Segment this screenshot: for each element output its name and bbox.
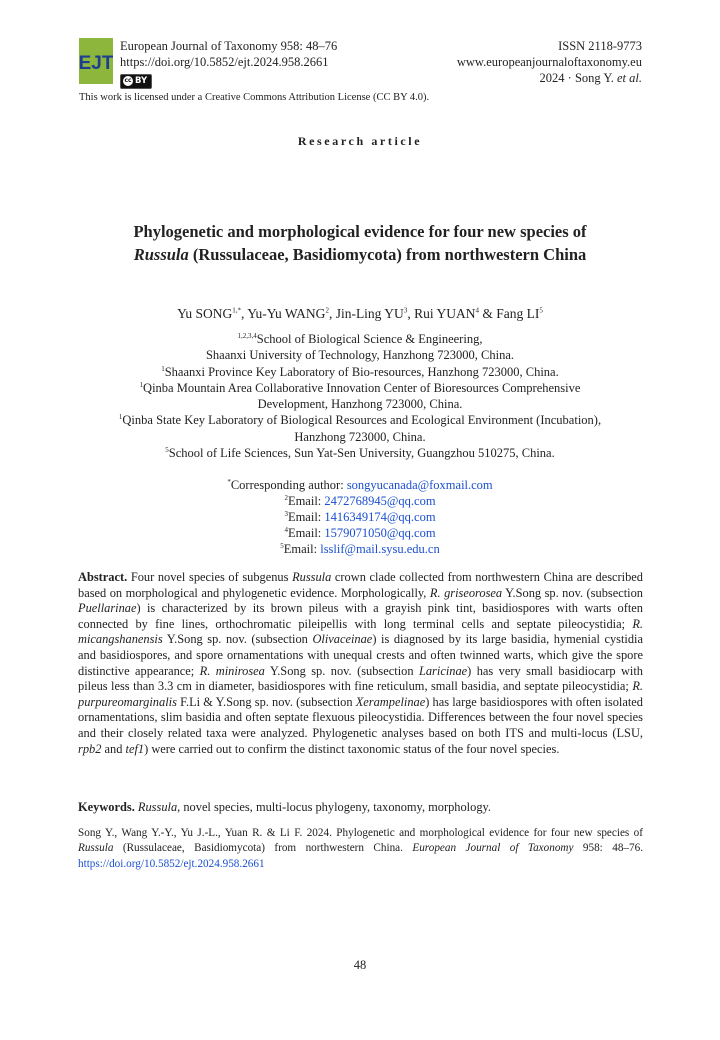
italic-term: Xerampelinae (355, 694, 426, 709)
email-link[interactable]: 1579071050@qq.com (324, 526, 436, 540)
author-sup: 4 (475, 306, 479, 315)
author-name: Yu-Yu WANG (247, 306, 326, 321)
cc-icon: cc (124, 77, 132, 84)
title-line-2: Russula (Russulaceae, Basidiomycota) from northwestern China (133, 245, 587, 264)
keywords-heading: Keywords. (78, 800, 135, 814)
italic-term: Laricinae (418, 663, 468, 678)
journal-citation: European Journal of Taxonomy 958: 48–76 (120, 39, 338, 53)
affiliation-sup: 1 (118, 413, 123, 422)
email-line: $^2$Email: 2472768945@qq.com (284, 493, 436, 508)
italic-term: rpb2 (78, 741, 102, 756)
abstract (78, 570, 643, 757)
affiliation-sup: 5 (165, 445, 169, 454)
italic-term: Russula (78, 842, 114, 855)
page-number: 48 (353, 958, 367, 972)
journal-logo (79, 38, 113, 84)
author-name: Jin-Ling YU (335, 306, 404, 321)
italic-term: Russula (137, 800, 178, 814)
email-link[interactable]: 1416349174@qq.com (324, 510, 436, 524)
author-sup: 2 (325, 306, 329, 315)
author-name: Rui YUAN (414, 306, 476, 321)
affiliations (70, 331, 650, 461)
license-notice: This work is licensed under a Creative Commons Attribution License (CC BY 4.0). (79, 92, 430, 103)
journal-website[interactable]: www.europeanjournaloftaxonomy.eu (456, 55, 642, 69)
keywords-body: Russula, novel species, multi-locus phylogeny, taxonomy, morphology. (137, 800, 492, 814)
citation-doi-link[interactable]: https://doi.org/10.5852/ejt.2024.958.2661 (78, 857, 265, 870)
affiliation-line: Shaanxi University of Technology, Hanzhong 723000, China. (205, 348, 515, 363)
title-line-1: Phylogenetic and morphological evidence for four new species of (133, 222, 587, 241)
email-line: $^4$Email: 1579071050@qq.com (284, 525, 436, 540)
author-list: Yu $SONG^{1,*}$, Yu-Yu WANG$^2$, Jin-Ling $YU^3$, Rui YUAN$^4$ & Fang $LI^5$ (177, 306, 543, 321)
italic-term: European Journal of Taxonomy (412, 842, 574, 855)
affiliation-line: $^1$Qinba State Key Laboratory of Biological Resources and Ecological Environment (Incubation), (118, 413, 602, 428)
cc-by-badge[interactable] (120, 74, 152, 89)
affiliation-line: $^5$School of Life Sciences, Sun Yat-Sen University, Guangzhou 510275, China. (165, 445, 555, 461)
italic-term: R. griseorosea (429, 585, 503, 600)
email-link[interactable]: lsslif@mail.sysu.edu.cn (320, 542, 440, 556)
author-name: Fang LI (496, 306, 540, 321)
abstract-body: Four novel species of subgenus Russula crown clade collected from northwestern China are described based on morphological and phylogenetic evidence. Morphologically, R. griseorosea Y.Song sp. nov. (subsection Puellarinae) is characterized by its brown pileus with a grayish pink tint, basidiospores with warts often connected by fine lines, orthochromatic pileipellis with long terminal cells and septate pileocystidia; R. micangshanensis Y.Song sp. nov. (subsection Olivaceinae) is diagnosed by its large basidia, hymenial cystidia and basidiospores, and spore ornamentations with unequal crests and often twinned warts, which give the spore distinctive appearance; R. minirosea Y.Song sp. nov. (subsection Laricinae) has very small basidiocarp with pileus less than 3.3 cm in diameter, basidiospores with fine reticulum, small basidia, and septate pileocystidia; R. purpureomarginalis F.Li & Y.Song sp. nov. (subsection Xerampelinae) has large basidiospores with often isolated ornamentations, slim basidia and often septate flexuous pileocystidia. Differences between the four novel species and their closely related taxa were analyzed. Phylogenetic analyses based on both ITS and multi-locus (LSU, rpb2 and tef1) were carried out to confirm the distinct taxonomic status of the four novel species. (78, 570, 644, 756)
email-link[interactable]: 2472768945@qq.com (324, 494, 436, 508)
email-line: $^5$Email: lsslif@mail.sysu.edu.cn (280, 541, 440, 556)
italic-term: R. minirosea (199, 663, 265, 678)
affiliation-line: Hanzhong 723000, China. (294, 429, 426, 444)
paper-title (60, 220, 660, 266)
affiliation-sup: 1 (161, 364, 165, 373)
author-sup: 5 (539, 306, 543, 315)
email-sup: 5 (280, 541, 284, 550)
email-sup: * (227, 477, 231, 486)
italic-term: tef1 (125, 741, 145, 756)
abstract-heading: Abstract. (78, 570, 128, 584)
affiliation-line: $^1$Qinba Mountain Area Collaborative Innovation Center of Bioresources Comprehensive (139, 380, 581, 395)
cc-badge-label: BY (135, 76, 148, 86)
email-line: $^3$Email: 1416349174@qq.com (284, 509, 436, 524)
keywords (78, 800, 643, 815)
email-sup: 2 (284, 493, 288, 502)
article-type: Research article (297, 134, 423, 148)
citation-body: Song Y., Wang Y.-Y., Yu J.-L., Yuan R. & Li F. 2024. Phylogenetic and morphological evidence for four new species of Russula (Russulaceae, Basidiomycota) from northwestern China. European Journal of Taxonomy 958: 48–76. (78, 827, 643, 855)
header-doi[interactable]: https://doi.org/10.5852/ejt.2024.958.2661 (120, 55, 329, 69)
author-name: Yu SONG (177, 306, 233, 321)
email-sup: 4 (284, 525, 288, 534)
header-left (120, 38, 337, 89)
affiliation-line: Development, Hanzhong 723000, China. (257, 397, 463, 412)
affiliation-sup: 1,2,3,4 (237, 331, 257, 340)
italic-term: R. purpureomarginalis (78, 679, 643, 709)
year-author: 2024 · Song Y. et al. (539, 71, 642, 85)
emails (160, 477, 560, 557)
italic-term: R. micangshanensis (78, 616, 643, 647)
email-sup: 3 (284, 509, 288, 518)
italic-term: Olivaceinae (312, 632, 373, 647)
header-right (457, 38, 642, 86)
email-line: *Corresponding author: songyucanada@foxmail.com (227, 477, 493, 492)
affiliation-line: $^{1,2,3,4}$School of Biological Science & Engineering, (237, 331, 483, 346)
author-sup: 1,* (232, 306, 242, 315)
affiliation-sup: 1 (139, 380, 144, 389)
logo-text: EJT (79, 53, 113, 74)
how-to-cite (78, 826, 643, 872)
issn: ISSN 2118-9773 (558, 39, 642, 53)
author-sup: 3 (403, 306, 408, 315)
italic-term: Puellarinae (78, 601, 137, 616)
affiliation-line: $^1$Shaanxi Province Key Laboratory of Bio-resources, Hanzhong 723000, China. (161, 364, 559, 379)
italic-term: Russula (292, 570, 332, 584)
email-link[interactable]: songyucanada@foxmail.com (346, 478, 493, 492)
